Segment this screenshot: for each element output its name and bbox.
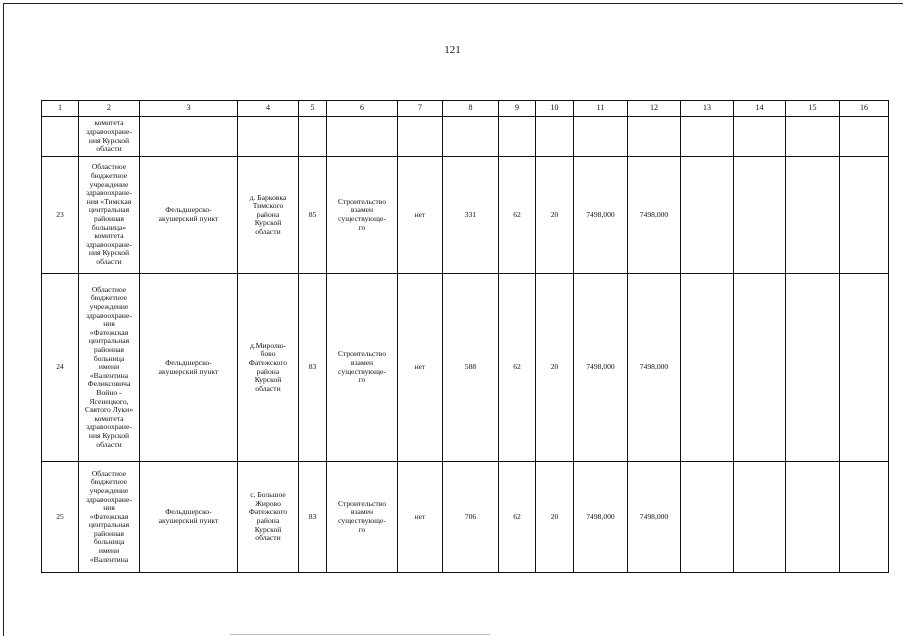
cell-c12 [628, 117, 681, 157]
cell-c7: нет [398, 462, 443, 573]
cell-location: д. Барковка Тимского района Курской области [238, 157, 299, 274]
cell-c10: 20 [536, 274, 574, 462]
cell-number: 24 [42, 274, 79, 462]
cell-work-type [327, 117, 398, 157]
cell-c14 [734, 462, 786, 573]
header-cell: 11 [574, 101, 628, 117]
cell-c15 [786, 274, 840, 462]
cell-number [42, 117, 79, 157]
cell-c13 [681, 117, 734, 157]
cell-c15 [786, 117, 840, 157]
cell-object: Фельдшерско- акушерский пункт [140, 157, 238, 274]
header-cell: 16 [840, 101, 889, 117]
table-row [42, 274, 889, 462]
cell-work-type: Строительство взамен существующе- го [327, 157, 398, 274]
cell-c13 [681, 462, 734, 573]
header-cell: 12 [628, 101, 681, 117]
cell-c15 [786, 157, 840, 274]
cell-c11: 7498,000 [574, 462, 628, 573]
register-table [41, 100, 889, 573]
cell-c9: 62 [499, 274, 536, 462]
cell-location [238, 117, 299, 157]
cell-object: Фельдшерско- акушерский пункт [140, 462, 238, 573]
cell-c9: 62 [499, 157, 536, 274]
header-cell: 7 [398, 101, 443, 117]
cell-institution: Областное бюджетное учреждение здравоохране- ния «Фатежская центральная районная больница имени «Валентина Феликсовича Войно - Ясенецкого, Святого Луки» комитета здравоохране- ния Курской области [79, 274, 140, 462]
cell-c13 [681, 157, 734, 274]
cell-c12: 7498,000 [628, 462, 681, 573]
cell-c9: 62 [499, 462, 536, 573]
cell-c8: 706 [443, 462, 499, 573]
cell-c8 [443, 117, 499, 157]
header-cell: 15 [786, 101, 840, 117]
cell-c11 [574, 117, 628, 157]
cell-c12: 7498,000 [628, 157, 681, 274]
cell-c10 [536, 117, 574, 157]
header-cell: 3 [140, 101, 238, 117]
cell-c5: 85 [299, 157, 327, 274]
cell-c5: 83 [299, 274, 327, 462]
table-row [42, 117, 889, 157]
cell-c10: 20 [536, 462, 574, 573]
cell-number: 23 [42, 157, 79, 274]
cell-c14 [734, 274, 786, 462]
cell-c5 [299, 117, 327, 157]
cell-c11: 7498,000 [574, 157, 628, 274]
header-cell: 10 [536, 101, 574, 117]
cell-location: д.Миролю- бово Фатежского района Курской области [238, 274, 299, 462]
cell-c12: 7498,000 [628, 274, 681, 462]
cell-work-type: Строительство взамен существующе- го [327, 462, 398, 573]
cell-institution: Областное бюджетное учреждение здравоохране- ния «Тимская центральная районная больница» комитета здравоохране- ния Курской области [79, 157, 140, 274]
cell-location: с. Большое Жирово Фатежского района Курской области [238, 462, 299, 573]
header-cell: 8 [443, 101, 499, 117]
cell-c9 [499, 117, 536, 157]
cell-c7 [398, 117, 443, 157]
header-cell: 4 [238, 101, 299, 117]
cell-c7: нет [398, 157, 443, 274]
cell-c10: 20 [536, 157, 574, 274]
cell-object [140, 117, 238, 157]
header-cell: 2 [79, 101, 140, 117]
cell-c14 [734, 117, 786, 157]
cell-c13 [681, 274, 734, 462]
cell-c16 [840, 117, 889, 157]
scan-artifact-line [230, 634, 490, 635]
cell-number: 25 [42, 462, 79, 573]
header-cell: 6 [327, 101, 398, 117]
header-cell: 14 [734, 101, 786, 117]
cell-c15 [786, 462, 840, 573]
header-cell: 1 [42, 101, 79, 117]
cell-institution: комитета здравоохране- ния Курской области [79, 117, 140, 157]
table-row [42, 462, 889, 573]
cell-c11: 7498,000 [574, 274, 628, 462]
cell-institution: Областное бюджетное учреждение здравоохране- ния «Фатежская центральная районная больница имени «Валентина [79, 462, 140, 573]
cell-c16 [840, 462, 889, 573]
table-row [42, 157, 889, 274]
header-cell: 13 [681, 101, 734, 117]
cell-c16 [840, 157, 889, 274]
cell-work-type: Строительство взамен существующе- го [327, 274, 398, 462]
header-cell: 5 [299, 101, 327, 117]
header-cell: 9 [499, 101, 536, 117]
cell-object: Фельдшерско- акушерский пункт [140, 274, 238, 462]
cell-c8: 331 [443, 157, 499, 274]
cell-c5: 83 [299, 462, 327, 573]
cell-c16 [840, 274, 889, 462]
cell-c14 [734, 157, 786, 274]
cell-c7: нет [398, 274, 443, 462]
cell-c8: 588 [443, 274, 499, 462]
page-number: 121 [444, 44, 461, 56]
header-row [42, 101, 889, 117]
